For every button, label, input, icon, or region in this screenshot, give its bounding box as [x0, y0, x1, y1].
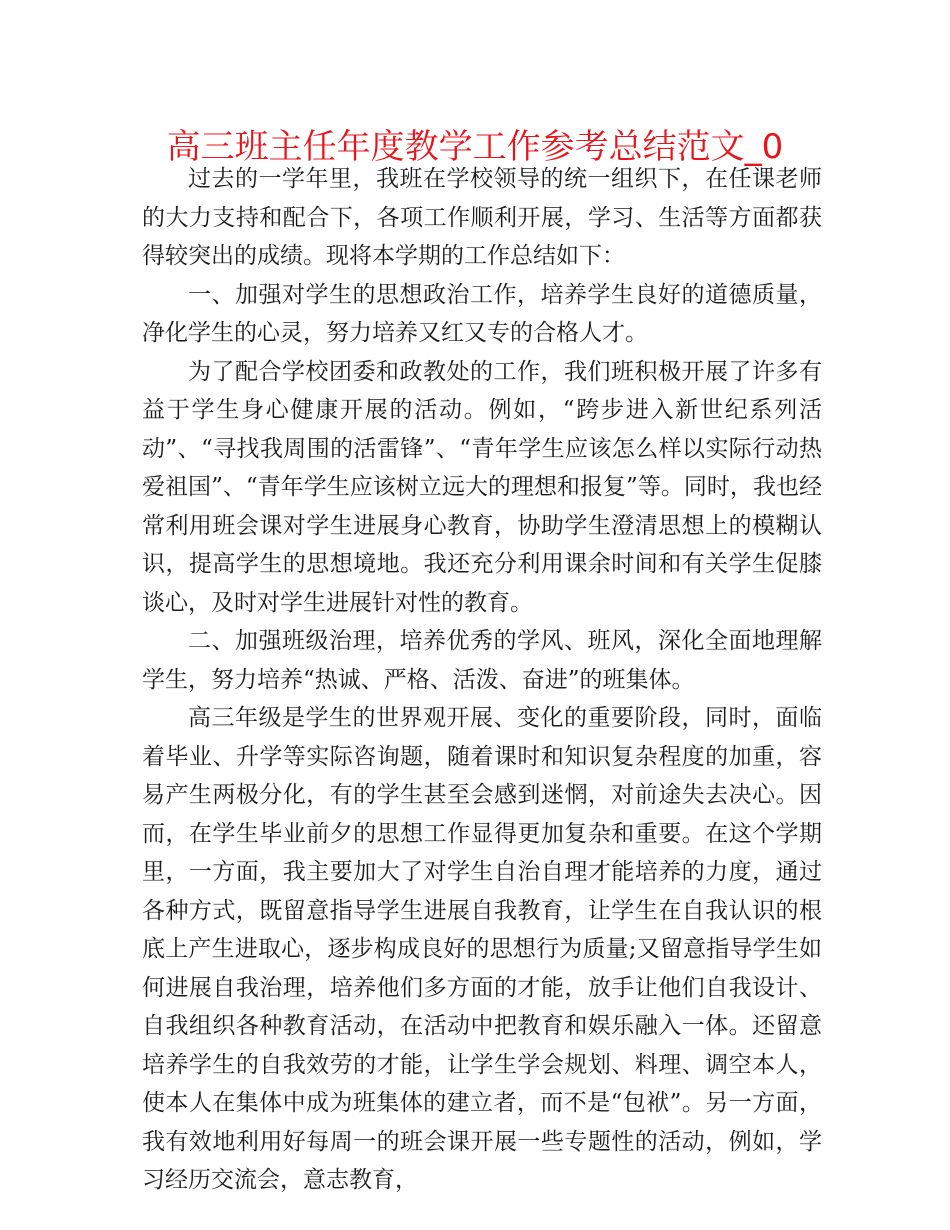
document-body: [142, 160, 822, 1200]
document-title: 高三班主任年度教学工作参考总结范文_0: [166, 127, 784, 167]
paragraph-section-1-body: 为了配合学校团委和政教处的工作，我们班积极开展了许多有益于学生身心健康开展的活动。例如，“跨步进入新世纪系列活动”、“寻找我周围的活雷锋”、“青年学生应该怎么样以实际行动热爱祖国”、“青年学生应该树立远大的理想和报复”等。同时，我也经常利用班会课对学生进展身心教育，协助学生澄清思想上的模糊认识，提高学生的思想境地。我还充分利用课余时间和有关学生促膝谈心，及时对学生进展针对性的教育。: [142, 358, 822, 616]
paragraph-section-1-heading: 一、加强对学生的思想政治工作，培养学生良好的道德质量，净化学生的心灵，努力培养又红又专的合格人才。: [142, 281, 822, 346]
paragraph-intro: 过去的一学年里，我班在学校领导的统一组织下，在任课老师的大力支持和配合下，各项工作顺利开展，学习、生活等方面都获得较突出的成绩。现将本学期的工作总结如下：: [142, 166, 822, 269]
paragraph-section-2-body: 高三年级是学生的世界观开展、变化的重要阶段，同时，面临着毕业、升学等实际咨询题，随着课时和知识复杂程度的加重，容易产生两极分化，有的学生甚至会感到迷惘，对前途失去决心。因而，在学生毕业前夕的思想工作显得更加复杂和重要。在这个学期里，一方面，我主要加大了对学生自治自理才能培养的力度，通过各种方式，既留意指导学生进展自我教育，让学生在自我认识的根底上产生进取心，逐步构成良好的思想行为质量;又留意指导学生如何进展自我治理，培养他们多方面的才能，放手让他们自我设计、自我组织各种教育活动，在活动中把教育和娱乐融入一体。还留意培养学生的自我效劳的才能，让学生学会规划、料理、调空本人，使本人在集体中成为班集体的建立者，而不是“包袱”。另一方面，我有效地利用好每周一的班会课开展一些专题性的活动，例如，学习经历交流会，意志教育，: [142, 705, 822, 1193]
paragraph-section-2-heading: 二、加强班级治理，培养优秀的学风、班风，深化全面地理解学生，努力培养“热诚、严格、活泼、奋进”的班集体。: [142, 628, 822, 693]
